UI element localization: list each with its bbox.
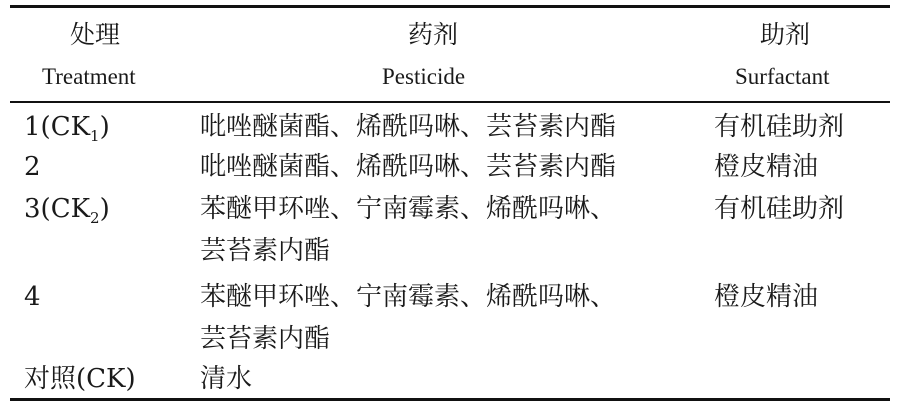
header-surfactant-en: Surfactant xyxy=(735,64,830,89)
treatment-label: 对照(CK) xyxy=(24,364,136,394)
treatment-number: 2 xyxy=(24,152,41,182)
treatment-number: 4 xyxy=(24,282,41,312)
treatment-close: ) xyxy=(99,112,110,142)
header-surfactant-cn: 助剂 xyxy=(760,20,811,49)
table-top-rule xyxy=(10,5,890,8)
row-surfactant: 橙皮精油 xyxy=(714,152,819,182)
row-pesticide: 苯醚甲环唑、宁南霉素、烯酰吗啉、 xyxy=(200,194,617,224)
header-pesticide-en: Pesticide xyxy=(382,64,466,89)
treatment-close: ) xyxy=(99,194,110,224)
row-pesticide: 苯醚甲环唑、宁南霉素、烯酰吗啉、 xyxy=(200,282,617,312)
row-treatment xyxy=(24,361,136,397)
row-pesticide: 清水 xyxy=(200,364,253,394)
treatment-number: 1 xyxy=(24,112,41,142)
table-header-rule xyxy=(10,101,890,103)
treatment-label: (CK xyxy=(40,112,91,142)
row-pesticide: 吡唑醚菌酯、烯酰吗啉、芸苔素内酯 xyxy=(200,112,617,142)
treatment-number: 3 xyxy=(24,194,41,224)
treatment-subscript: 1 xyxy=(90,127,100,145)
row-treatment xyxy=(24,279,41,315)
row-surfactant: 有机硅助剂 xyxy=(714,194,845,224)
header-treatment-cn: 处理 xyxy=(70,20,121,49)
row-treatment xyxy=(24,191,110,236)
row-treatment xyxy=(24,149,41,185)
header-treatment-en: Treatment xyxy=(42,64,136,89)
treatment-subscript: 2 xyxy=(90,209,100,227)
row-pesticide-continued: 芸苔素内酯 xyxy=(200,236,331,266)
row-pesticide: 吡唑醚菌酯、烯酰吗啉、芸苔素内酯 xyxy=(200,152,617,182)
row-surfactant: 有机硅助剂 xyxy=(714,112,845,142)
row-surfactant: 橙皮精油 xyxy=(714,282,819,312)
treatment-label: (CK xyxy=(40,194,91,224)
row-treatment xyxy=(24,109,110,154)
row-pesticide-continued: 芸苔素内酯 xyxy=(200,324,331,354)
header-pesticide-cn: 药剂 xyxy=(408,20,459,49)
